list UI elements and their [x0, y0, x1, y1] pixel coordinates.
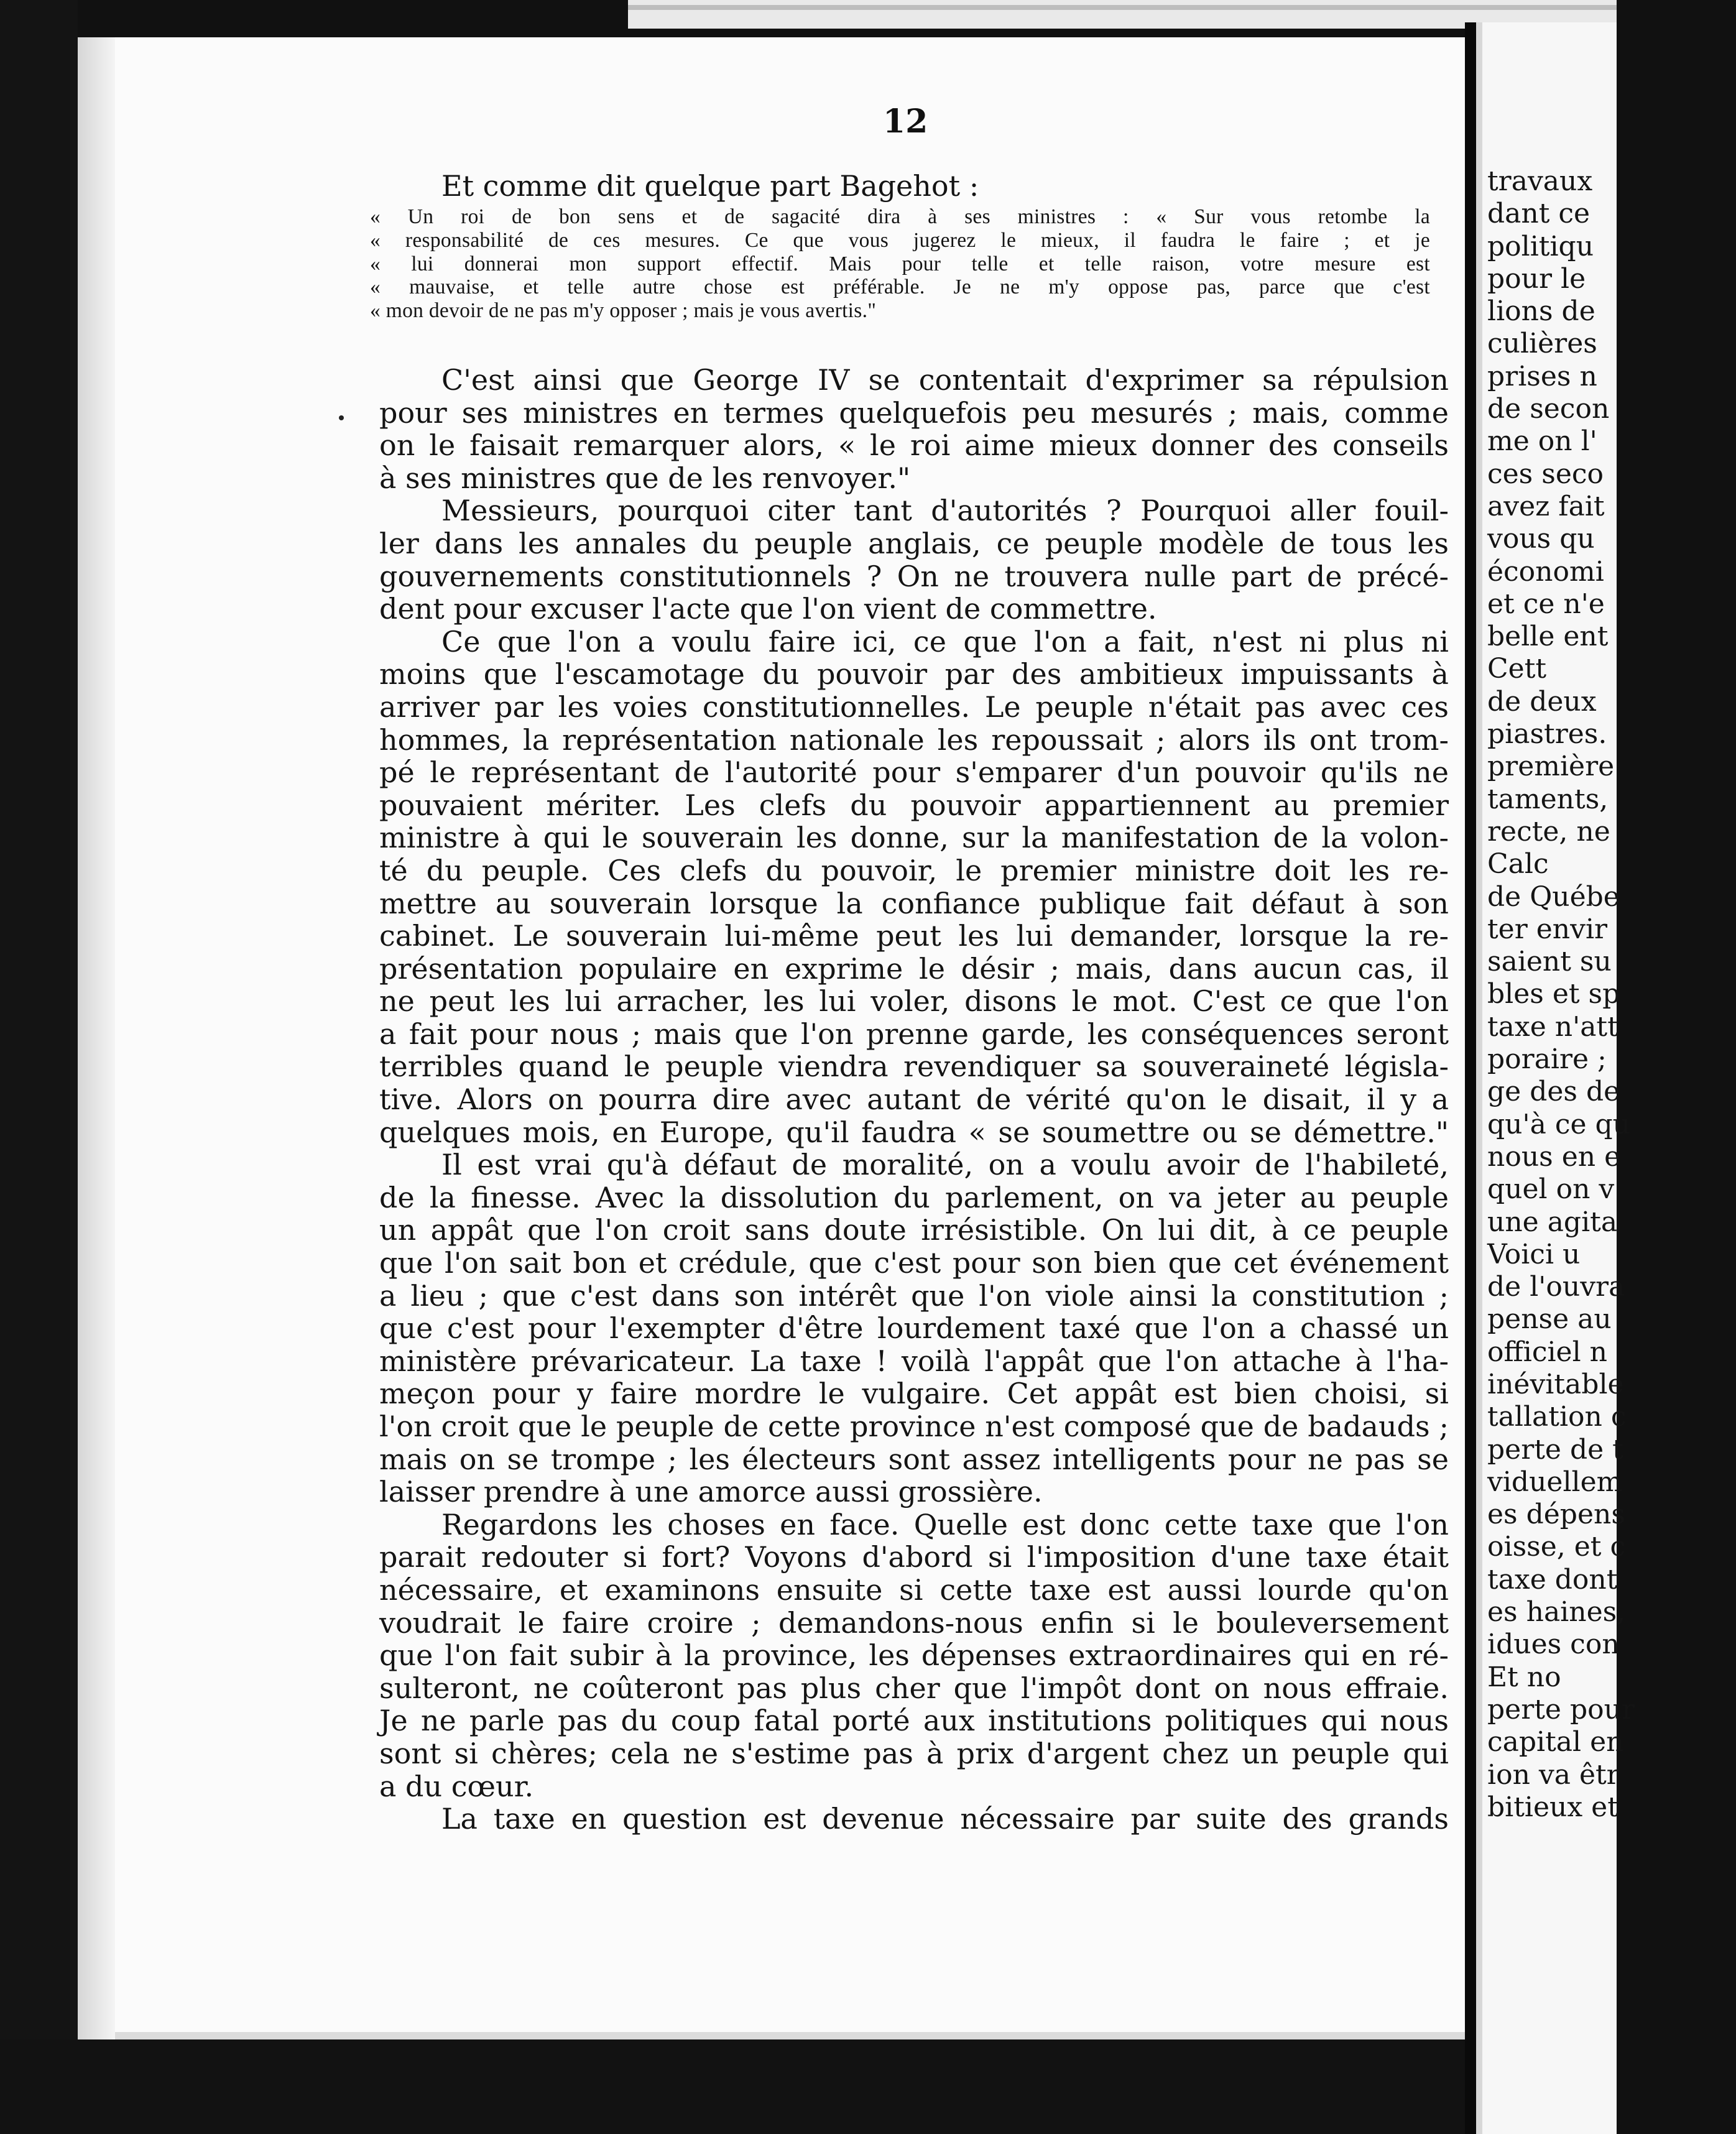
facing-page-line: capital en [1487, 1726, 1624, 1758]
body-paragraphs [379, 364, 1449, 1836]
text-line: a fait pour nous ; mais que l'on prenne garde, les conséquences seront [379, 1017, 1449, 1051]
text-line: l'on croit que le peuple de cette province n'est composé que de badauds ; [379, 1410, 1449, 1443]
facing-page-line: pour le [1487, 262, 1586, 295]
text-line: té du peuple. Ces clefs du pouvoir, le premier ministre doit les re- [379, 853, 1449, 887]
facing-page-line: poraire ; [1487, 1043, 1607, 1076]
facing-page-line: idues con [1487, 1628, 1620, 1661]
text-line: ne peut les lui arracher, les lui voler, disons le mot. C'est ce que l'on [379, 984, 1449, 1018]
quote-line: « mon devoir de ne pas m'y opposer ; mais je vous avertis." [370, 299, 877, 323]
facing-page-line: officiel n [1487, 1336, 1607, 1368]
text-line: pouvaient mériter. Les clefs du pouvoir appartiennent au premier [379, 788, 1449, 822]
text-line: cabinet. Le souverain lui-même peut les lui demander, lorsque la re- [379, 919, 1449, 953]
facing-page-line: viduellem [1487, 1466, 1623, 1498]
text-line: laisser prendre à une amorce aussi grossière. [379, 1475, 1043, 1509]
facing-page-line: Voici u [1487, 1238, 1581, 1270]
facing-page-line: saient su [1487, 946, 1612, 978]
text-line: ministre à qui le souverain les donne, sur la manifestation de la volon- [379, 821, 1449, 855]
facing-page-line: belle ent [1487, 621, 1609, 653]
facing-page-line: pense au [1487, 1303, 1612, 1336]
page-number: 12 [883, 103, 928, 141]
facing-page [1482, 22, 1635, 2134]
text-line: mais on se trompe ; les électeurs sont assez intelligents pour ne pas se [379, 1442, 1449, 1476]
text-line: voudrait le faire croire ; demandons-nous enfin si le bouleversement [379, 1605, 1449, 1640]
facing-page-line: et ce n'e [1487, 588, 1605, 620]
facing-page-line: qu'à ce qu [1487, 1108, 1630, 1140]
facing-page-line: économi [1487, 555, 1604, 588]
quote-line: « Un roi de bon sens et de sagacité dira à ses ministres : « Sur vous retombe la [370, 205, 1430, 228]
text-line: a lieu ; que c'est dans son intérêt que l'on viole ainsi la constitution ; [379, 1278, 1449, 1313]
text-line: C'est ainsi que George IV se contentait d'exprimer sa répulsion [441, 363, 1449, 397]
quote-intro: Et comme dit quelque part Bagehot : [441, 169, 979, 203]
facing-page-line: es haines, [1487, 1596, 1626, 1628]
facing-page-line: de secon [1487, 393, 1610, 425]
quote-line: « mauvaise, et telle autre chose est préférable. Je ne m'y oppose pas, parce que c'est [370, 275, 1430, 299]
facing-page-line: taxe n'att [1487, 1010, 1618, 1043]
facing-page-line: piastres. [1487, 718, 1607, 751]
text-line: Messieurs, pourquoi citer tant d'autorités ? Pourquoi aller fouil- [441, 494, 1449, 528]
facing-page-line: ter envir [1487, 913, 1608, 945]
text-line: gouvernements constitutionnels ? On ne trouvera nulle part de précé- [379, 559, 1449, 593]
margin-mark [339, 415, 344, 420]
text-line: que l'on fait subir à la province, les dépenses extraordinaires qui en ré- [379, 1638, 1449, 1673]
facing-page-line: Calc [1487, 848, 1549, 880]
facing-page-line: politiqu [1487, 230, 1594, 262]
text-line: nécessaire, et examinons ensuite si cette taxe est aussi lourde qu'on [379, 1573, 1449, 1607]
text-line: que c'est pour l'exempter d'être lourdement taxé que l'on a chassé un [379, 1311, 1449, 1346]
facing-page-line: me on l' [1487, 425, 1597, 458]
facing-page-line: nous en e [1487, 1140, 1621, 1173]
spine-gap [1476, 22, 1482, 2134]
text-line: mettre au souverain lorsque la confiance publique fait défaut à son [379, 886, 1449, 920]
text-line: terribles quand le peuple viendra revendiquer sa souveraineté législa- [379, 1050, 1449, 1084]
text-line: pour ses ministres en termes quelquefois peu mesurés ; mais, comme [379, 395, 1449, 430]
facing-page-line: lions de [1487, 295, 1595, 328]
quotation-block [370, 205, 1430, 323]
facing-page-line: de deux [1487, 685, 1597, 718]
facing-page-line: oisse, et c [1487, 1531, 1626, 1563]
scan-border-left [0, 0, 78, 2134]
facing-page-line: tallation c [1487, 1401, 1627, 1433]
text-line: Je ne parle pas du coup fatal porté aux institutions politiques qui nous [379, 1704, 1449, 1738]
text-line: dent pour excuser l'acte que l'on vient de commettre. [379, 592, 1157, 626]
facing-page-line: dant ce [1487, 198, 1591, 230]
text-line: un appât que l'on croit sans doute irrésistible. On lui dit, à ce peuple [379, 1213, 1449, 1247]
text-line: parait redouter si fort? Voyons d'abord si l'imposition d'une taxe était [379, 1540, 1449, 1574]
facing-page-line: quel on v [1487, 1173, 1615, 1206]
text-line: pé le représentant de l'autorité pour s'emparer d'un pouvoir qu'ils ne [379, 755, 1449, 790]
facing-page-line: vous qu [1487, 523, 1595, 555]
facing-page-line: taments, [1487, 783, 1609, 815]
text-line: sulteront, ne coûteront pas plus cher que l'impôt dont on nous effraie. [379, 1671, 1449, 1705]
facing-page-line: inévitable [1487, 1368, 1624, 1400]
facing-page-line: prises n [1487, 360, 1597, 392]
facing-page-line: ge des de [1487, 1076, 1620, 1108]
text-line: ministère prévaricateur. La taxe ! voilà l'appât que l'on attache à l'ha- [379, 1344, 1449, 1378]
text-line: de la finesse. Avec la dissolution du parlement, on va jeter au peuple [379, 1180, 1449, 1214]
facing-page-line: Et no [1487, 1661, 1561, 1693]
text-line: on le faisait remarquer alors, « le roi aime mieux donner des conseils [379, 428, 1449, 463]
text-line: La taxe en question est devenue nécessaire par suite des grands [441, 1802, 1449, 1836]
text-line: moins que l'escamotage du pouvoir par des ambitieux impuissants à [379, 657, 1449, 691]
text-line: a du cœur. [379, 1769, 534, 1803]
text-line: à ses ministres que de les renvoyer." [379, 461, 911, 495]
text-line: Il est vrai qu'à défaut de moralité, on a voulu avoir de l'habileté, [441, 1148, 1449, 1182]
facing-page-line: recte, ne [1487, 815, 1610, 848]
text-line: arriver par les voies constitutionnelles. Le peuple n'était pas avec ces [379, 690, 1449, 724]
text-line: sont si chères; cela ne s'estime pas à prix d'argent chez un peuple qui [379, 1736, 1449, 1770]
facing-page-line: Cett [1487, 653, 1547, 685]
text-line: quelques mois, en Europe, qu'il faudra « se soumettre ou se démettre." [379, 1115, 1449, 1149]
facing-page-line: ion va êtr [1487, 1758, 1620, 1791]
facing-page-line: perte pour [1487, 1693, 1635, 1725]
text-line: meçon pour y faire mordre le vulgaire. Cet appât est bien choisi, si [379, 1377, 1449, 1411]
facing-page-line: culières [1487, 328, 1597, 360]
facing-page-line: perte de t [1487, 1433, 1623, 1466]
text-line: Ce que l'on a voulu faire ici, ce que l'on a fait, n'est ni plus ni [441, 624, 1449, 658]
facing-page-line: bitieux et [1487, 1791, 1618, 1823]
quote-line: « responsabilité de ces mesures. Ce que vous jugerez le mieux, il faudra le faire ; et je [370, 228, 1430, 252]
facing-page-line: première [1487, 751, 1615, 783]
text-line: présentation populaire en exprime le désir ; mais, dans aucun cas, il [379, 951, 1449, 986]
text-line: hommes, la représentation nationale les repoussait ; alors ils ont trom- [379, 723, 1449, 757]
text-line: tive. Alors on pourra dire avec autant de vérité qu'on le disait, il y a [379, 1083, 1449, 1117]
quote-line: « lui donnerai mon support effectif. Mais pour telle et telle raison, votre mesure est [370, 252, 1430, 275]
facing-page-line: de Québe [1487, 880, 1620, 913]
text-line: Regardons les choses en face. Quelle est donc cette taxe que l'on [441, 1507, 1449, 1541]
scan-border-bottom [0, 2039, 1465, 2134]
text-line: que l'on sait bon et crédule, que c'est pour son bien que cet événement [379, 1246, 1449, 1280]
page-edge [78, 37, 115, 2039]
facing-page-line: avez fait [1487, 490, 1605, 522]
book-spine [1465, 22, 1476, 2134]
facing-page-line: taxe dont [1487, 1563, 1618, 1596]
facing-page-line: une agita [1487, 1206, 1618, 1238]
facing-page-line: ces seco [1487, 458, 1604, 490]
text-line: ler dans les annales du peuple anglais, ce peuple modèle de tous les [379, 526, 1449, 560]
facing-page-line: es dépens [1487, 1499, 1625, 1531]
facing-page-text [1487, 165, 1736, 1824]
facing-page-line: de l'ouvra [1487, 1271, 1625, 1303]
facing-page-line: bles et sp [1487, 978, 1620, 1010]
scan-strip-top-inner [628, 5, 1617, 10]
facing-page-line: travaux [1487, 165, 1593, 197]
